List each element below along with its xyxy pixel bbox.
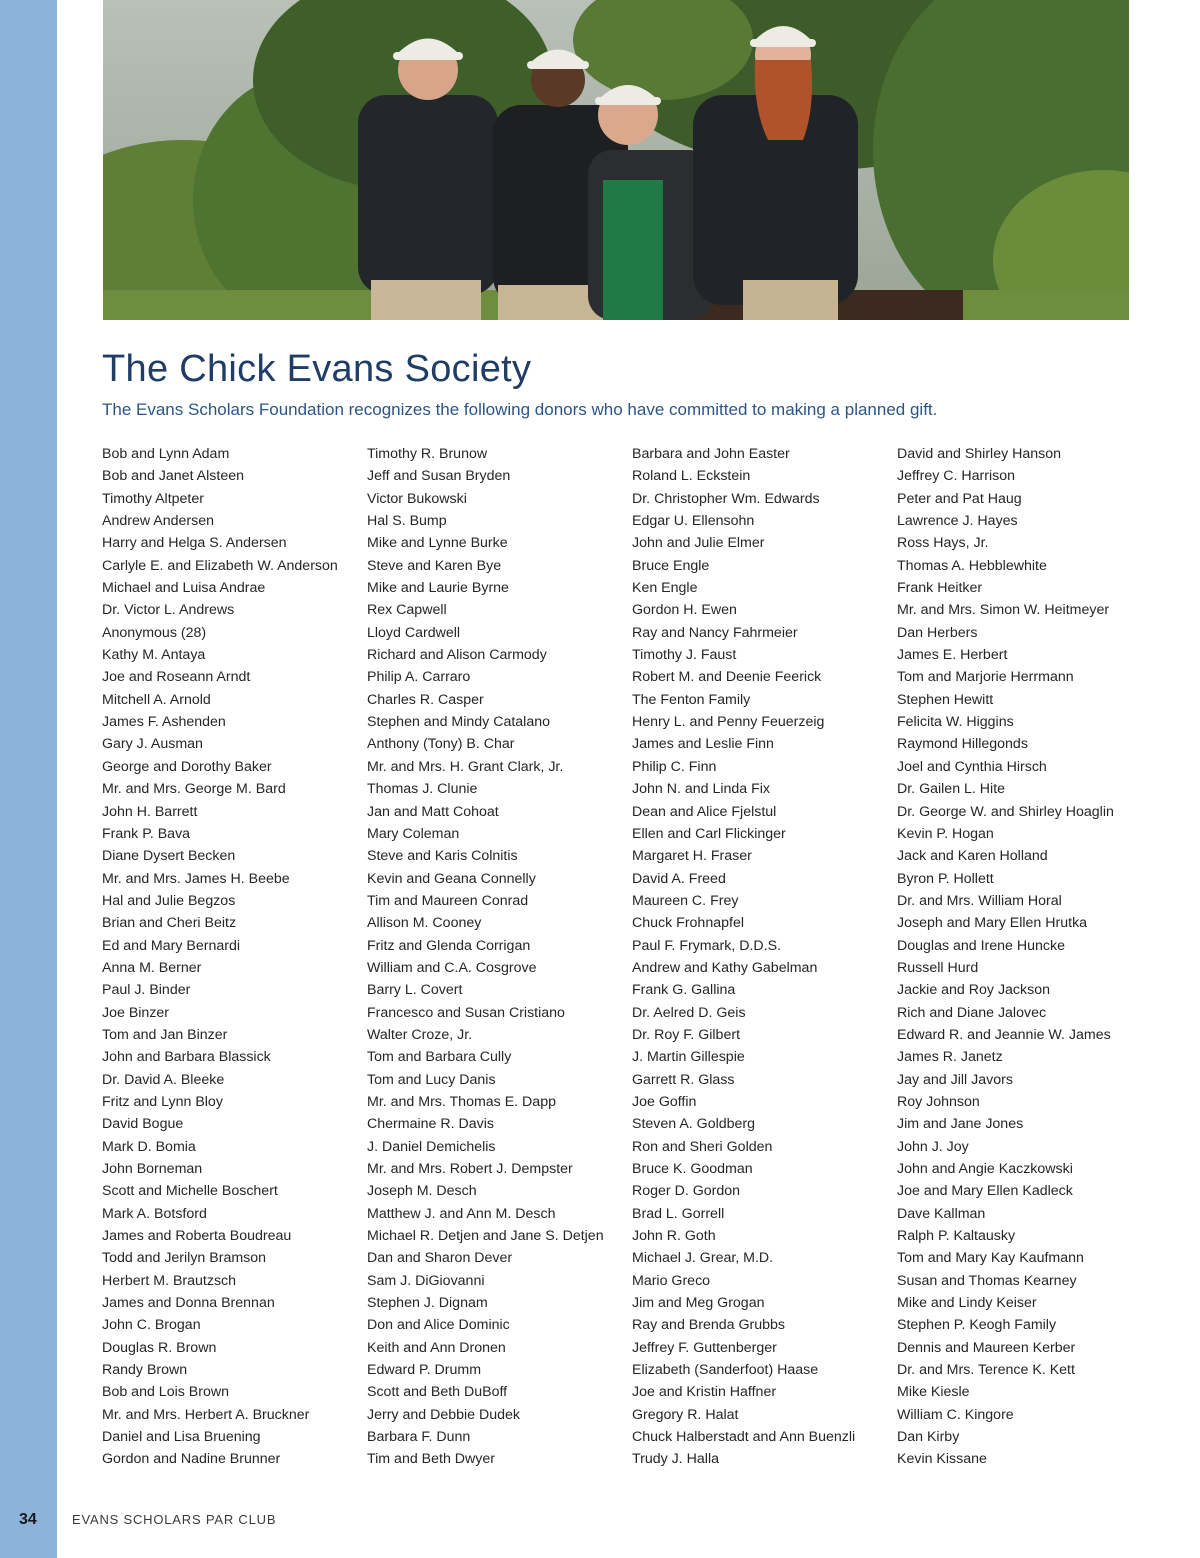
donor-name: John and Barbara Blassick [102,1049,271,1066]
donor-name: James F. Ashenden [102,714,226,731]
donor-name: Dan Kirby [897,1429,960,1446]
donor-name: Mike Kiesle [897,1384,970,1401]
donor-name: William and C.A. Cosgrove [367,959,537,976]
donor-name: Scott and Beth DuBoff [367,1384,508,1401]
donor-name: James and Donna Brennan [102,1295,275,1312]
donor-name: Ross Hays, Jr. [897,535,989,552]
header-photo [103,0,1129,320]
donor-name: Anonymous (28) [102,624,207,641]
donor-name: Robert M. and Deenie Feerick [632,669,822,686]
donor-name: Roger D. Gordon [632,1183,741,1200]
donor-name: Bob and Lois Brown [102,1384,229,1401]
donor-name: The Fenton Family [632,691,751,708]
donor-name: Rich and Diane Jalovec [897,1004,1047,1021]
donor-name: Dr. and Mrs. Terence K. Kett [897,1362,1075,1379]
donor-name: John H. Barrett [102,803,198,820]
donor-name: Dr. David A. Bleeke [102,1071,225,1088]
donor-name: Stephen P. Keogh Family [897,1317,1057,1334]
donor-name: James and Roberta Boudreau [102,1228,292,1245]
donor-name: Henry L. and Penny Feuerzeig [632,714,825,731]
donor-name: Jim and Meg Grogan [632,1295,765,1312]
donor-name: Mr. and Mrs. Thomas E. Dapp [367,1093,556,1110]
donor-name: J. Martin Gillespie [632,1049,745,1066]
donor-name: Felicita W. Higgins [897,714,1014,731]
donor-name: Mr. and Mrs. H. Grant Clark, Jr. [367,758,564,775]
donor-name: Jack and Karen Holland [897,848,1048,865]
donor-name: Dr. Aelred D. Geis [632,1004,746,1021]
donor-name: Chuck Halberstadt and Ann Buenzli [632,1429,856,1446]
donor-name: Roland L. Eckstein [632,468,751,485]
donor-name: Mr. and Mrs. James H. Beebe [102,870,290,887]
donor-name: Frank P. Bava [102,825,191,842]
donor-name: Kevin and Geana Connelly [367,870,536,887]
donor-name: Peter and Pat Haug [897,490,1022,507]
donor-name: Dean and Alice Fjelstul [632,803,777,820]
donor-name: George and Dorothy Baker [102,758,272,775]
donor-name: Dr. George W. and Shirley Hoaglin [897,803,1114,820]
donor-name: Daniel and Lisa Bruening [102,1429,261,1446]
donor-name: Ralph P. Kaltausky [897,1228,1016,1245]
donor-name: Paul F. Frymark, D.D.S. [632,937,781,954]
donor-name: Jeffrey C. Harrison [897,468,1016,485]
donor-list [102,443,1162,1471]
donor-name: David A. Freed [632,870,726,887]
donor-name: Frank G. Gallina [632,982,736,999]
donor-name: Russell Hurd [897,959,979,976]
donor-name: Lawrence J. Hayes [897,513,1018,530]
donor-name: Victor Bukowski [367,490,467,507]
donor-name: Douglas and Irene Huncke [897,937,1065,954]
donor-name: Dr. and Mrs. William Horal [897,892,1062,909]
donor-name: Timothy J. Faust [632,647,737,664]
donor-name: Andrew Andersen [102,513,214,530]
donor-name: Mr. and Mrs. Herbert A. Bruckner [102,1406,310,1423]
donor-column-1 [102,443,367,1471]
donor-name: Dan Herbers [897,624,978,641]
donor-name: David Bogue [102,1116,184,1133]
donor-name: Mr. and Mrs. George M. Bard [102,781,286,798]
donor-name: James and Leslie Finn [632,736,774,753]
donor-name: James E. Herbert [897,647,1008,664]
donor-name: Timothy R. Brunow [367,446,488,462]
donor-name: Joe Binzer [102,1004,170,1021]
donor-name: Randy Brown [102,1362,188,1379]
donor-name: Bruce K. Goodman [632,1161,753,1177]
donor-name: Susan and Thomas Kearney [897,1272,1077,1289]
donor-name: Kevin Kissane [897,1451,987,1468]
donor-name: Mark D. Bomia [102,1138,196,1155]
donor-name: Dennis and Maureen Kerber [897,1339,1076,1356]
donor-name: Tom and Jan Binzer [102,1026,228,1043]
page-number: 34 [19,1511,37,1528]
donor-name: Mitchell A. Arnold [102,691,211,708]
donor-name: Mr. and Mrs. Simon W. Heitmeyer [897,602,1110,619]
donor-name: Todd and Jerilyn Bramson [102,1250,267,1267]
donor-name: Ken Engle [632,580,698,597]
donor-name: Tom and Marjorie Herrmann [897,669,1074,686]
donor-name: Jeffrey F. Guttenberger [632,1339,777,1356]
donor-name: Matthew J. and Ann M. Desch [367,1205,556,1222]
donor-name: Dave Kallman [897,1205,986,1222]
donor-name: Mike and Lindy Keiser [897,1295,1037,1312]
donor-name: Tim and Maureen Conrad [367,892,529,909]
donor-name: Byron P. Hollett [897,870,994,887]
donor-name: Jan and Matt Cohoat [367,803,499,820]
donor-name: John and Angie Kaczkowski [897,1161,1073,1177]
page-title: The Chick Evans Society [102,348,532,390]
donor-name: Joe Goffin [632,1093,697,1110]
donor-name: Steve and Karis Colnitis [367,848,518,865]
donor-name: Dr. Christopher Wm. Edwards [632,490,820,507]
donor-name: Jackie and Roy Jackson [897,982,1050,999]
donor-name: Rex Capwell [367,602,447,619]
donor-name: Hal and Julie Begzos [102,892,236,909]
donor-name: Harry and Helga S. Andersen [102,535,287,552]
donor-name: Dr. Victor L. Andrews [102,602,235,619]
donor-name: Tom and Mary Kay Kaufmann [897,1250,1084,1267]
donor-name: Mike and Laurie Byrne [367,580,509,597]
donor-name: Tom and Barbara Cully [367,1049,512,1066]
donor-name: Mark A. Botsford [102,1205,207,1222]
donor-name: Kevin P. Hogan [897,825,994,842]
donor-name: Gordon H. Ewen [632,602,737,619]
donor-name: David and Shirley Hanson [897,446,1062,462]
donor-name: Mario Greco [632,1272,711,1289]
donor-name: Chuck Frohnapfel [632,915,744,932]
donor-name: Bruce Engle [632,557,710,574]
donor-name: Hal S. Bump [367,513,447,530]
donor-name: Ron and Sheri Golden [632,1138,773,1155]
donor-name: Roy Johnson [897,1093,980,1110]
donor-name: John R. Goth [632,1228,716,1245]
donor-name: John and Julie Elmer [632,535,765,552]
donor-name: Allison M. Cooney [367,915,482,932]
donor-name: Bob and Lynn Adam [102,446,230,462]
donor-name: Anthony (Tony) B. Char [367,736,515,753]
photo-four-scholars-in-caps-icon [103,0,1129,320]
donor-name: Lloyd Cardwell [367,624,461,641]
donor-name: Andrew and Kathy Gabelman [632,959,818,976]
donor-name: Trudy J. Halla [632,1451,719,1468]
donor-name: Edward R. and Jeannie W. James [897,1026,1111,1043]
donor-name: Brian and Cheri Beitz [102,915,237,932]
donor-name: Fritz and Glenda Corrigan [367,937,531,954]
page-subtitle: The Evans Scholars Foundation recognizes the following donors who have committed to making a planned gift. [102,400,938,419]
donor-name: John J. Joy [897,1138,969,1155]
donor-name: Mike and Lynne Burke [367,535,508,552]
donor-name: Paul J. Binder [102,982,191,999]
donor-name: James R. Janetz [897,1049,1003,1066]
side-color-band [0,0,57,1558]
footer-publication-label: EVANS SCHOLARS PAR CLUB [72,1512,277,1527]
donor-name: Raymond Hillegonds [897,736,1028,753]
donor-name: Elizabeth (Sanderfoot) Haase [632,1362,819,1379]
donor-name: John Borneman [102,1161,203,1177]
donor-name: Fritz and Lynn Bloy [102,1093,223,1110]
donor-column-4 [897,443,1162,1471]
donor-name: Walter Croze, Jr. [367,1026,473,1043]
donor-column-3 [632,443,897,1471]
donor-name: Tom and Lucy Danis [367,1071,496,1088]
donor-name: Joseph and Mary Ellen Hrutka [897,915,1088,932]
donor-name: Jay and Jill Javors [897,1071,1013,1088]
donor-name: Anna M. Berner [102,959,202,976]
donor-name: Gary J. Ausman [102,736,203,753]
donor-name: Tim and Beth Dwyer [367,1451,495,1468]
donor-name: John N. and Linda Fix [632,781,771,798]
donor-name: Richard and Alison Carmody [367,647,547,664]
donor-name: Herbert M. Brautzsch [102,1272,237,1289]
donor-name: Dan and Sharon Dever [367,1250,513,1267]
donor-name: Garrett R. Glass [632,1071,735,1088]
donor-name: Barry L. Covert [367,982,463,999]
donor-name: Carlyle E. and Elizabeth W. Anderson [102,557,338,574]
donor-name: Steve and Karen Bye [367,557,502,574]
donor-name: Bob and Janet Alsteen [102,468,244,485]
donor-name: Dr. Gailen L. Hite [897,781,1006,798]
donor-name: Edgar U. Ellensohn [632,513,755,530]
donor-name: Ray and Nancy Fahrmeier [632,624,798,641]
donor-name: Chermaine R. Davis [367,1116,494,1133]
donor-name: Edward P. Drumm [367,1362,482,1379]
donor-name: Thomas A. Hebblewhite [897,557,1047,574]
donor-name: Jerry and Debbie Dudek [367,1406,520,1423]
donor-name: Maureen C. Frey [632,892,739,909]
donor-name: Joe and Mary Ellen Kadleck [897,1183,1073,1200]
donor-name: Joe and Roseann Arndt [102,669,251,686]
donor-name: Joe and Kristin Haffner [632,1384,777,1401]
donor-name: Don and Alice Dominic [367,1317,510,1334]
donor-name: Michael R. Detjen and Jane S. Detjen [367,1228,604,1245]
donor-name: Timothy Altpeter [102,490,204,507]
donor-name: Keith and Ann Dronen [367,1339,506,1356]
donor-name: Barbara and John Easter [632,446,790,462]
donor-name: Joseph M. Desch [367,1183,477,1200]
donor-name: Ray and Brenda Grubbs [632,1317,786,1334]
donor-name: Diane Dysert Becken [102,848,236,865]
donor-name: Stephen and Mindy Catalano [367,714,550,731]
donor-name: Scott and Michelle Boschert [102,1183,278,1200]
donor-name: J. Daniel Demichelis [367,1138,496,1155]
donor-name: Philip A. Carraro [367,669,471,686]
donor-name: Mary Coleman [367,825,460,842]
donor-name: Gordon and Nadine Brunner [102,1451,281,1468]
donor-name: Stephen J. Dignam [367,1295,488,1312]
donor-name: Steven A. Goldberg [632,1116,756,1133]
donor-name: Thomas J. Clunie [367,781,478,798]
donor-name: Sam J. DiGiovanni [367,1272,485,1289]
donor-name: Charles R. Casper [367,691,484,708]
donor-name: Douglas R. Brown [102,1339,217,1356]
donor-name: Jeff and Susan Bryden [367,468,511,485]
donor-name: John C. Brogan [102,1317,201,1334]
donor-name: Michael J. Grear, M.D. [632,1250,774,1267]
donor-name: William C. Kingore [897,1406,1014,1423]
donor-name: Kathy M. Antaya [102,647,206,664]
donor-name: Gregory R. Halat [632,1406,739,1423]
donor-name: Ellen and Carl Flickinger [632,825,786,842]
donor-name: Mr. and Mrs. Robert J. Dempster [367,1161,573,1177]
donor-name: Frank Heitker [897,580,983,597]
donor-name: Stephen Hewitt [897,691,994,708]
donor-name: Joel and Cynthia Hirsch [897,758,1047,775]
donor-name: Ed and Mary Bernardi [102,937,241,954]
donor-name: Barbara F. Dunn [367,1429,471,1446]
donor-name: Margaret H. Fraser [632,848,752,865]
donor-name: Jim and Jane Jones [897,1116,1024,1133]
donor-name: Dr. Roy F. Gilbert [632,1026,741,1043]
donor-name: Francesco and Susan Cristiano [367,1004,565,1021]
donor-column-2 [367,443,632,1471]
donor-name: Philip C. Finn [632,758,717,775]
donor-name: Michael and Luisa Andrae [102,580,266,597]
donor-name: Brad L. Gorrell [632,1205,725,1222]
